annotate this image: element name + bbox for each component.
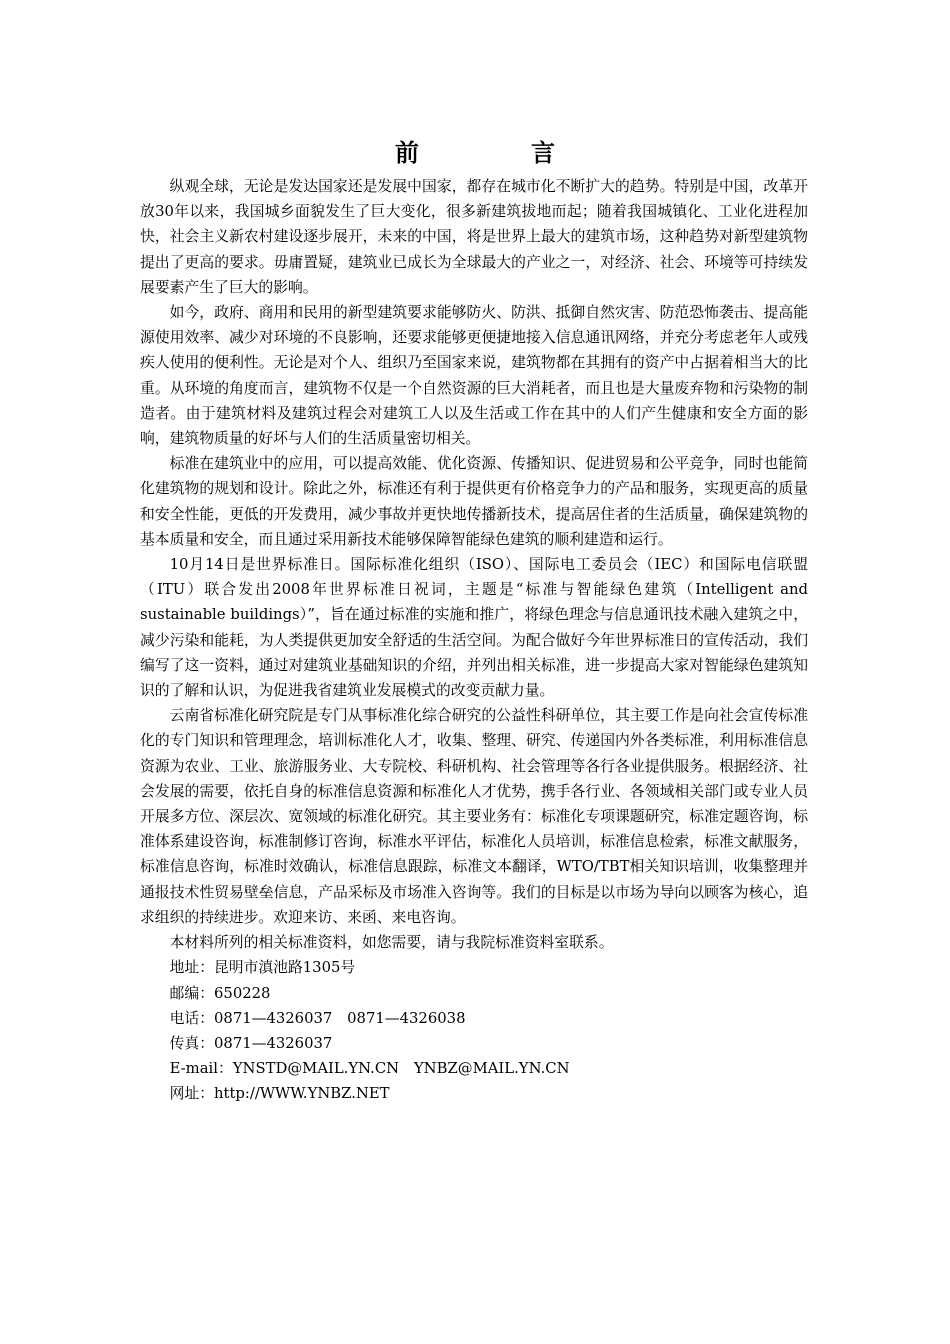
contact-website: 网址：http://WWW.YNBZ.NET — [169, 1085, 390, 1103]
paragraph-building-requirements: 如今，政府、商用和民用的新型建筑要求能够防火、防洪、抵御自然灾害、防范恐怖袭击、提高能源使用效率、减少对环境的不良影响，还要求能够更便捷地接入信息通讯网络，并充分考虑老年人或残疾人使用的便利性。无论是对个人、组织乃至国家来说，建筑物都在其拥有的资产中占据着相当大的比重。从环境的角度而言，建筑物不仅是一个自然资源的巨大消耗者，而且也是大量废弃物和污染物的制造者。由于建筑材料及建筑过程会对建筑工人以及生活或工作在其中的人们产生健康和安全方面的影响，建筑物质量的好坏与人们的生活质量密切相关。 — [140, 304, 808, 448]
paragraph-contact-note: 本材料所列的相关标准资料，如您需要，请与我院标准资料室联系。 — [169, 934, 614, 952]
contact-email: E-mail：YNSTD@MAIL.YN.CN YNBZ@MAIL.YN.CN — [169, 1060, 570, 1078]
document-body — [140, 174, 808, 1107]
paragraph-institute-intro: 云南省标准化研究院是专门从事标准化综合研究的公益性科研单位，其主要工作是向社会宣传标准化的专门知识和管理理念，培训标准化人才，收集、整理、研究、传递国内外各类标准，利用标准信息资源为农业、工业、旅游服务业、大专院校、科研机构、社会管理等各行各业提供服务。根据经济、社会发展的需要，依托自身的标准信息资源和标准化人才优势，携手各行业、各领域相关部门或专业人员开展多方位、深层次、宽领域的标准化研究。其主要业务有：标准化专项课题研究，标准定题咨询，标准体系建设咨询，标准制修订咨询，标准水平评估，标准化人员培训，标准信息检索，标准文献服务，标准信息咨询，标准时效确认，标准信息跟踪，标准文本翻译，WTO/TBT相关知识培训，收集整理并通报技术性贸易壁垒信息，产品采标及市场准入咨询等。我们的目标是以市场为导向以顾客为核心，追求组织的持续进步。欢迎来访、来函、来电咨询。 — [140, 707, 808, 926]
paragraph-standards-application: 标准在建筑业中的应用，可以提高效能、优化资源、传播知识、促进贸易和公平竞争，同时也能简化建筑物的规划和设计。除此之外，标准还有利于提供更有价格竞争力的产品和服务，实现更高的质量和安全性能，更低的开发费用，减少事故并更快地传播新技术，提高居住者的生活质量，确保建筑物的基本质量和安全，而且通过采用新技术能够保障智能绿色建筑的顺利建造和运行。 — [140, 455, 808, 548]
contact-postcode: 邮编：650228 — [169, 984, 271, 1002]
contact-phone: 电话：0871—4326037 0871—4326038 — [169, 1009, 466, 1027]
contact-fax: 传真：0871—4326037 — [169, 1034, 333, 1052]
paragraph-world-standards-day: 10月14日是世界标准日。国际标准化组织（ISO）、国际电工委员会（IEC）和国际电信联盟（ITU）联合发出2008年世界标准日祝词，主题是“标准与智能绿色建筑（Intelligent and sustainable buildings）”，旨在通过标准的实施和推广，将绿色理念与信息通讯技术融入建筑之中，减少污染和能耗，为人类提供更加安全舒适的生活空间。为配合做好今年世界标准日的宣传活动，我们编写了这一资料，通过对建筑业基础知识的介绍，并列出相关标准，进一步提高大家对智能绿色建筑知识的了解和认识，为促进我省建筑业发展模式的改变贡献力量。 — [140, 556, 808, 700]
page-title: 前 言 — [395, 138, 599, 167]
contact-address: 地址：昆明市滇池路1305号 — [169, 959, 356, 977]
paragraph-global-trend: 纵观全球，无论是发达国家还是发展中国家，都存在城市化不断扩大的趋势。特别是中国，改革开放30年以来，我国城乡面貌发生了巨大变化，很多新建筑拔地而起；随着我国城镇化、工业化进程加快，社会主义新农村建设逐步展开，未来的中国，将是世界上最大的建筑市场，这种趋势对新型建筑物提出了更高的要求。毋庸置疑，建筑业已成长为全球最大的产业之一，对经济、社会、环境等可持续发展要素产生了巨大的影响。 — [140, 178, 808, 296]
